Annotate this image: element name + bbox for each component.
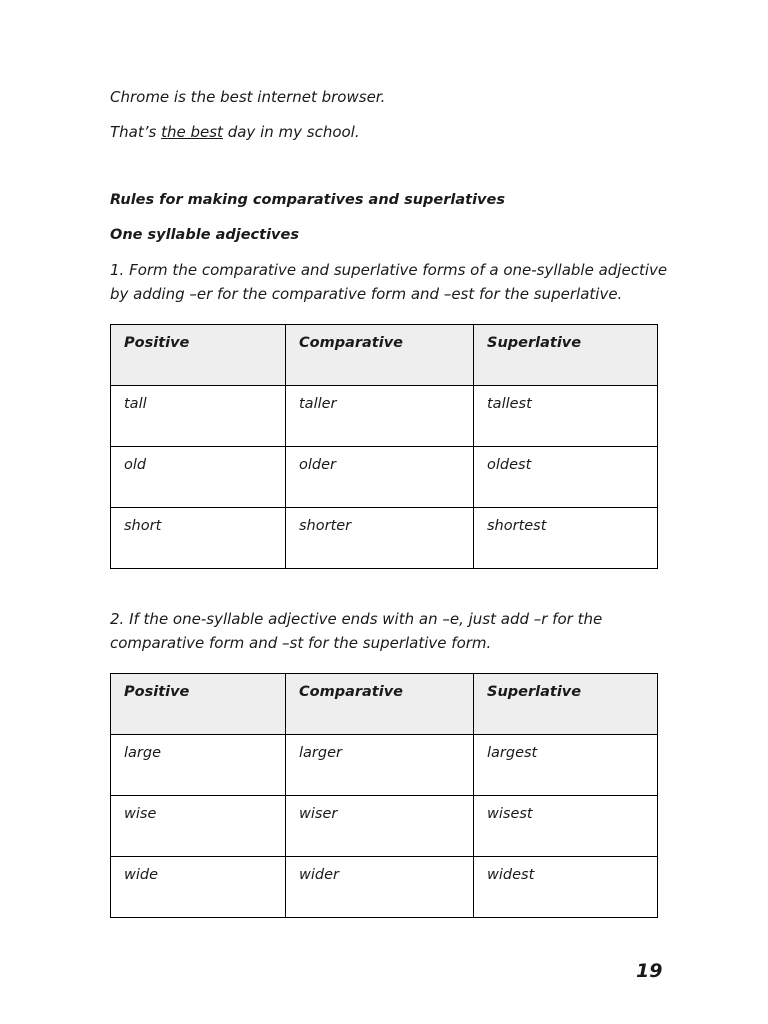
table-cell: wide [111,857,286,918]
underlined-phrase: the best [161,123,223,141]
table-cell: wise [111,796,286,857]
intro-sentence-2 [110,120,360,144]
rule-2-line-2: comparative form and –st for the superlative form. [110,634,492,652]
intro-sentence-1: Chrome is the best internet browser. [110,88,386,106]
table-cell: wiser [286,796,474,857]
table-cell: oldest [474,447,658,508]
intro-sentence-2-start: That’s [110,123,162,141]
table-cell: largest [474,735,658,796]
section-heading: Rules for making comparatives and superlatives [110,192,505,208]
table-cell: wider [286,857,474,918]
table-cell: larger [286,735,474,796]
table-header-cell: Positive [111,674,286,735]
table-header-cell: Superlative [474,325,658,386]
table-cell: older [286,447,474,508]
table-header-cell: Superlative [474,674,658,735]
page-number: 19 [636,960,663,982]
table-cell: tall [111,386,286,447]
subheading: One syllable adjectives [110,227,299,243]
table-header-row [111,325,658,386]
table-cell: tallest [474,386,658,447]
table-cell: widest [474,857,658,918]
table-cell: short [111,508,286,569]
rule-1-line-2: by adding –er for the comparative form and –est for the superlative. [110,285,623,303]
table-row [111,735,658,796]
table-cell: taller [286,386,474,447]
rule-1-line-1: 1. Form the comparative and superlative forms of a one-syllable adjective [110,261,668,279]
table-cell: wisest [474,796,658,857]
table-row [111,508,658,569]
table-row [111,796,658,857]
table-row [111,447,658,508]
table-cell: shorter [286,508,474,569]
comparison-table-1 [110,324,658,569]
intro-sentence-2-end: day in my school. [222,123,360,141]
table-row [111,857,658,918]
table-header-cell: Comparative [286,674,474,735]
table-cell: shortest [474,508,658,569]
table-cell: large [111,735,286,796]
comparison-table-2 [110,673,658,918]
table-row [111,386,658,447]
table-header-row [111,674,658,735]
rule-2-line-1: 2. If the one-syllable adjective ends with an –e, just add –r for the [110,610,603,628]
table-header-cell: Comparative [286,325,474,386]
table-header-cell: Positive [111,325,286,386]
table-cell: old [111,447,286,508]
